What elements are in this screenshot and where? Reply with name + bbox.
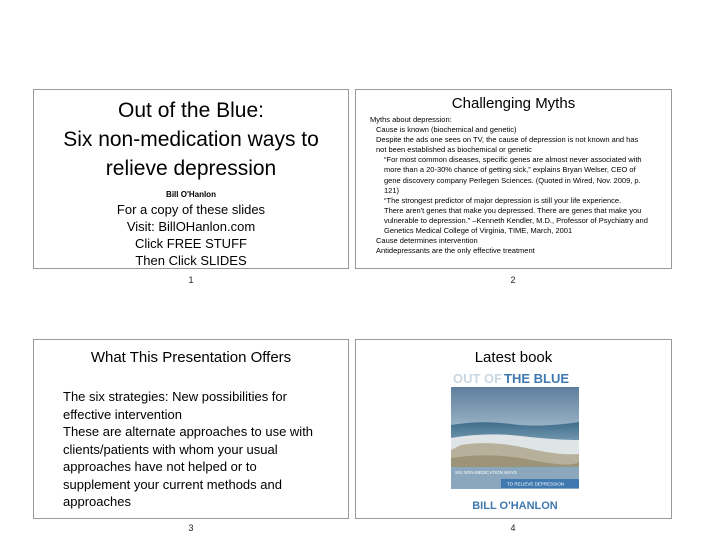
- slide-title: Challenging Myths: [451, 95, 576, 112]
- book-title-part-b: THE BLUE: [504, 371, 569, 386]
- slide-1-title-text: [34, 96, 348, 183]
- slides-info: [34, 201, 348, 269]
- bullet-line: gene discovery company Perlegen Sciences. (Quoted in Wired, Nov. 2009, p.: [384, 175, 641, 185]
- book-subtitle-part-a: SIX NON-MEDICATION WAYS: [455, 470, 517, 475]
- bullet-line: Antidepressants are the only effective treatment: [376, 246, 535, 256]
- slide-3-offers: [33, 339, 349, 519]
- bullet-line: Cause is known (biochemical and genetic): [376, 125, 517, 135]
- title-line: relieve depression: [105, 157, 277, 180]
- slide-4-latest-book: [355, 339, 672, 519]
- slide-1-title: [33, 89, 349, 269]
- info-line: For a copy of these slides: [116, 202, 266, 217]
- book-title-part-a: OUT OF: [453, 371, 503, 386]
- info-line: Visit: BillOHanlon.com: [126, 219, 256, 234]
- bullet-line: “The strongest predictor of major depression is still your life experience.: [384, 195, 622, 205]
- book-subtitle-part-b: TO RELIEVE DEPRESSION: [507, 481, 565, 487]
- bullet-line: Genetics Medical College of Virginia, TIME, March, 2001: [384, 226, 573, 236]
- body-line: approaches have not helped or to: [63, 459, 257, 474]
- slide-number: 4: [510, 523, 516, 533]
- info-line: Then Click SLIDES: [135, 253, 247, 268]
- body-line: The six strategies: New possibilities for: [63, 389, 287, 404]
- slide-number: 2: [510, 275, 516, 285]
- bullet-line: “For most common diseases, specific genes are almost never associated with: [384, 155, 642, 165]
- body-line: These are alternate approaches to use with: [63, 424, 314, 439]
- book-cover-image: [451, 370, 579, 518]
- bullet-line: Myths about depression:: [370, 115, 452, 124]
- book-author: BILL O'HANLON: [472, 500, 558, 512]
- bullet-line: There aren't genes that make you depressed. There are genes that make you: [384, 205, 642, 215]
- slide-number: 1: [188, 275, 194, 285]
- author-name: Bill O'Hanlon: [166, 190, 216, 199]
- slide-title: What This Presentation Offers: [90, 349, 292, 366]
- body-line: effective intervention: [63, 406, 182, 422]
- slide-body: [34, 366, 348, 511]
- bullet-line: Cause determines intervention: [376, 236, 478, 246]
- body-line: approaches: [63, 494, 131, 509]
- body-line: clients/patients with whom your usual: [63, 441, 278, 457]
- bullet-line: 121): [384, 185, 400, 195]
- slide-title: Latest book: [474, 349, 553, 366]
- slide-body: [356, 115, 671, 256]
- bullet-line: not been established as biochemical or genetic: [376, 145, 532, 155]
- info-line: Click FREE STUFF: [135, 236, 247, 251]
- bullet-line: vulnerable to depression.” –Kenneth Kendler, M.D., Professor of Psychiatry and: [384, 215, 648, 225]
- bullet-line: more than a 20-30% chance of getting sick,” explains Bryan Welser, CEO of: [384, 165, 636, 175]
- body-line: supplement your current methods and: [63, 476, 282, 492]
- slide-number: 3: [188, 523, 194, 533]
- slide-2-myths: [355, 89, 672, 269]
- bullet-line: Despite the ads one sees on TV, the cause of depression is not known and has: [376, 135, 639, 145]
- title-line: Six non-medication ways to: [63, 128, 319, 151]
- title-line: Out of the Blue:: [118, 99, 264, 122]
